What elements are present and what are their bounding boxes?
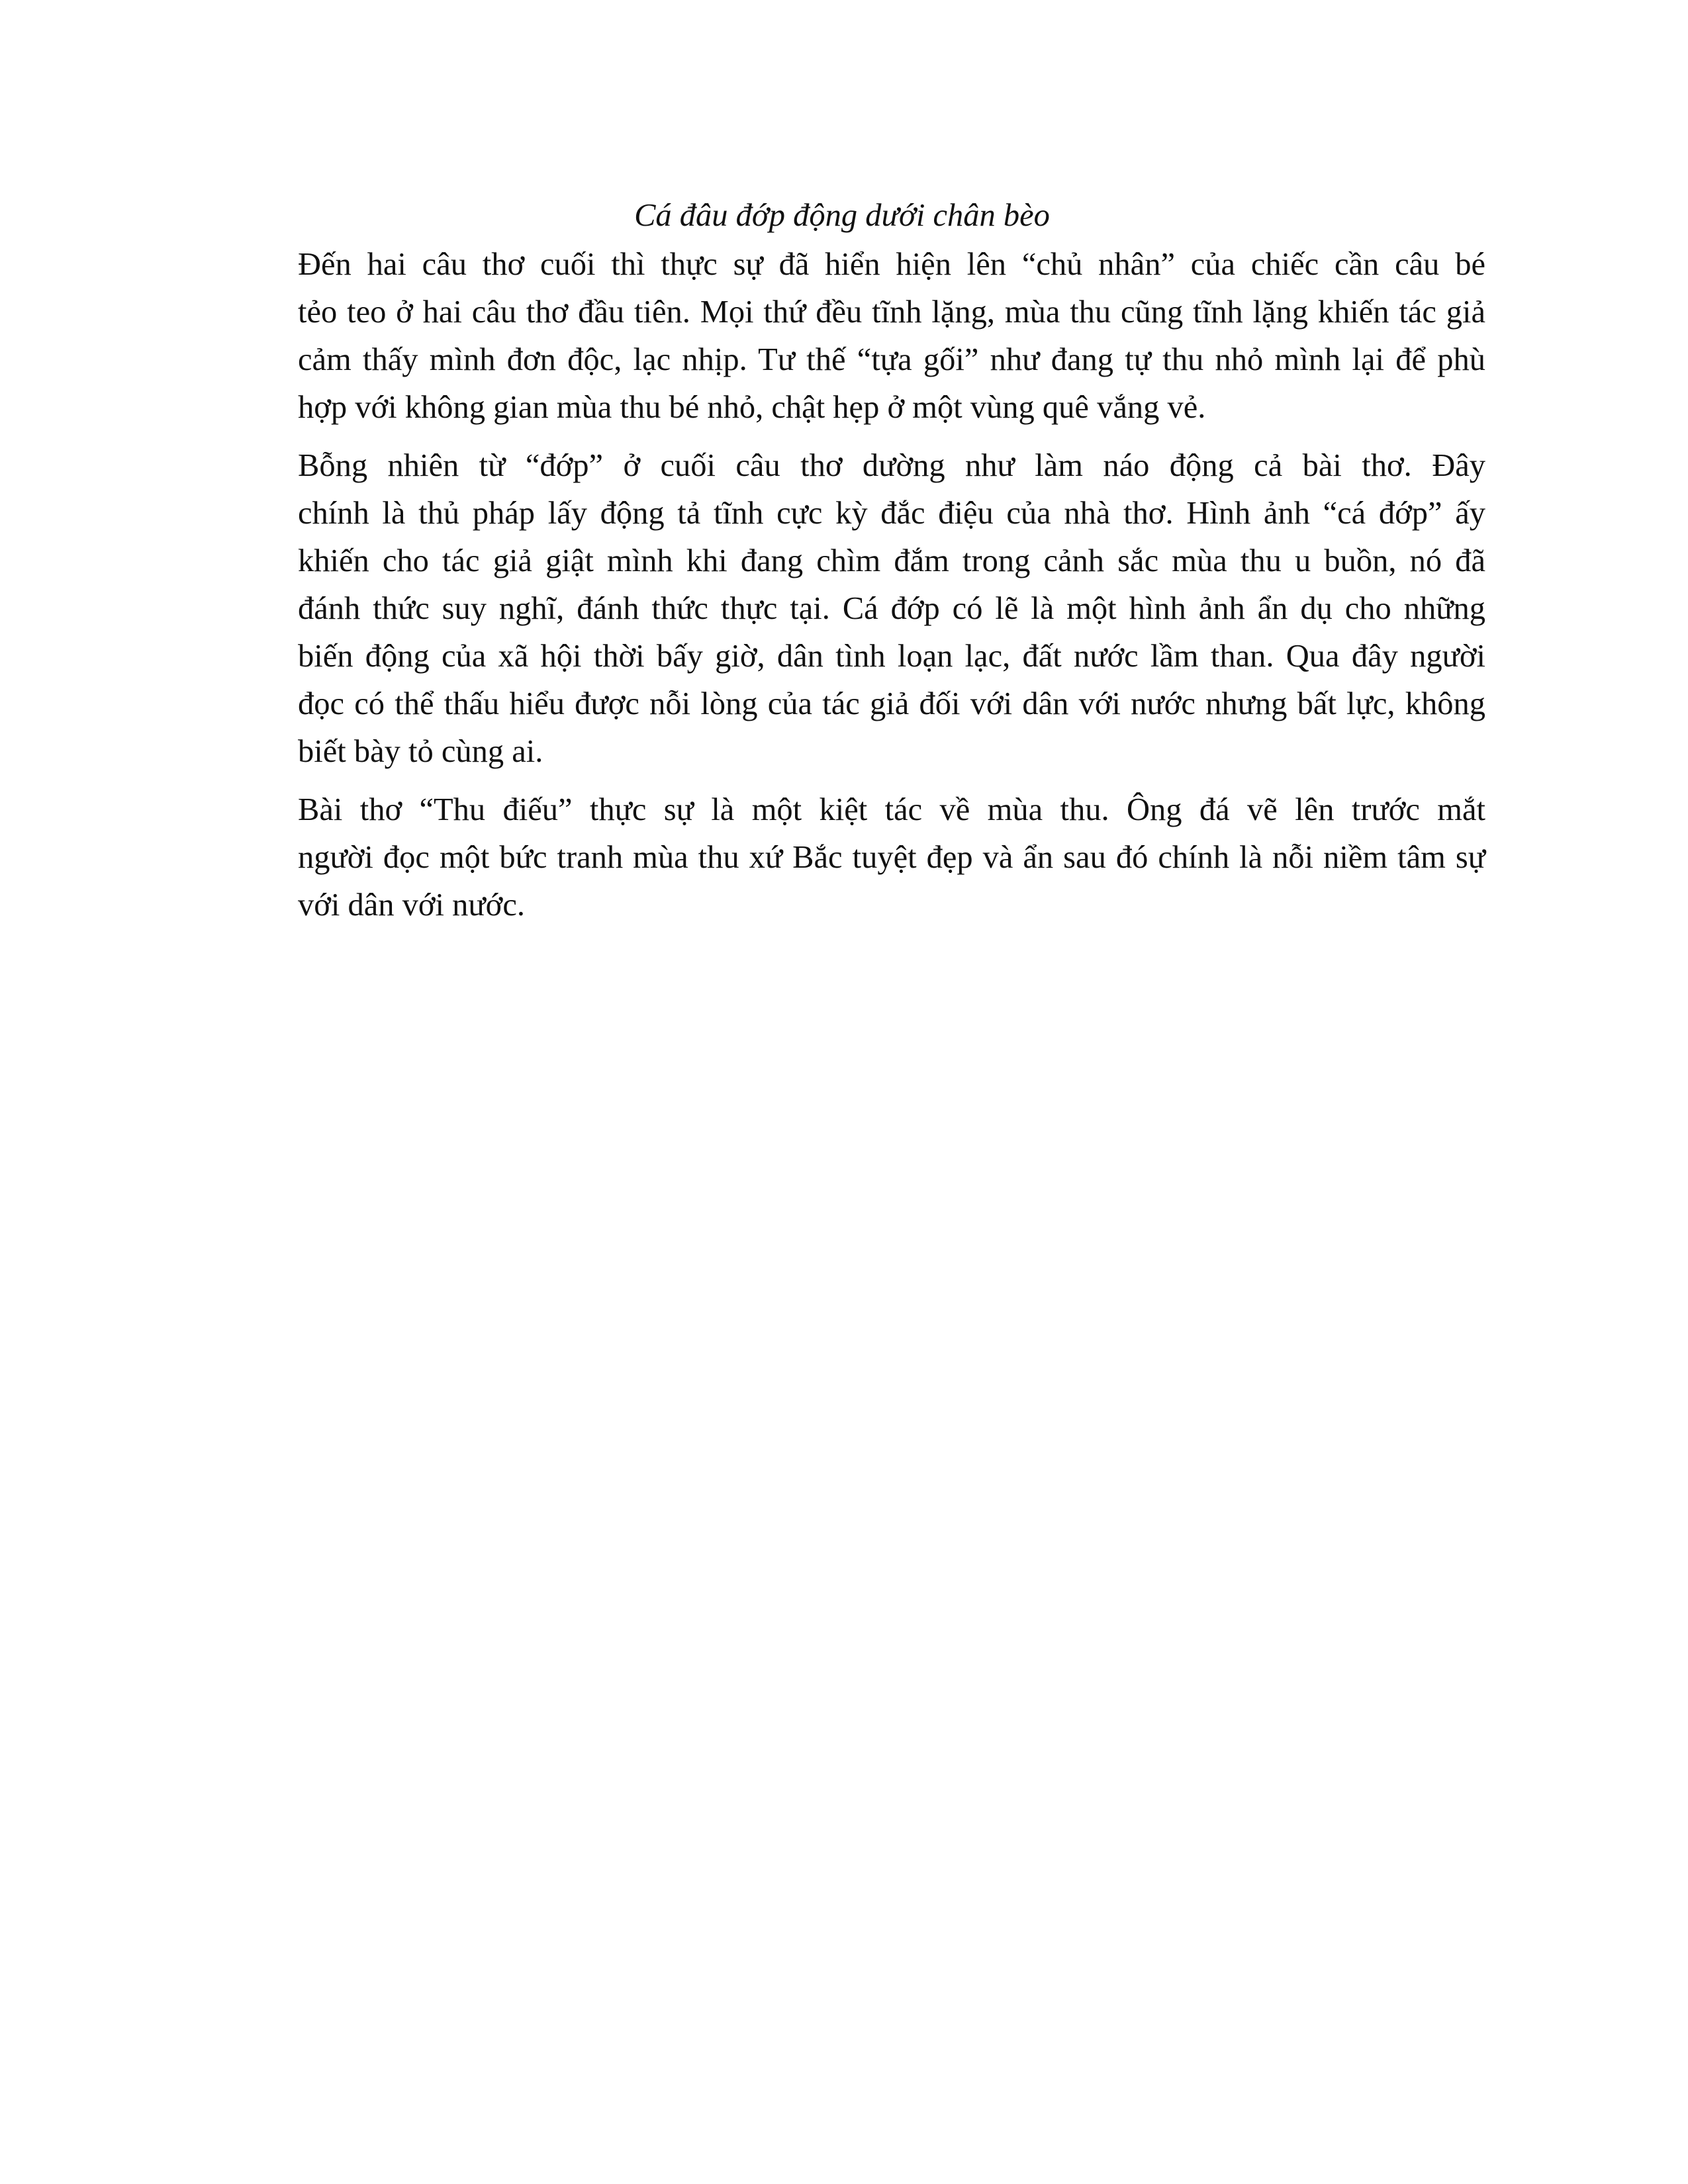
paragraph-3 [199,786,1485,929]
paragraph-line: người đọc một bức tranh mùa thu xứ Bắc tuyệt đẹp và ẩn sau đó chính là nỗi niềm tâm sự [298,840,1485,875]
paragraph-line: khiến cho tác giả giật mình khi đang chìm đắm trong cảnh sắc mùa thu u buồn, nó đã [298,543,1485,578]
paragraph-line: hợp với không gian mùa thu bé nhỏ, chật hẹp ở một vùng quê vắng vẻ. [298,390,1206,425]
paragraph-2 [199,442,1485,776]
paragraph-line: biến động của xã hội thời bấy giờ, dân tình loạn lạc, đất nước lầm than. Qua đây người [298,639,1485,674]
paragraph-line: biết bày tỏ cùng ai. [298,734,543,769]
paragraph-line: Đến hai câu thơ cuối thì thực sự đã hiển hiện lên “chủ nhân” của chiếc cần câu bé [298,247,1485,282]
paragraph-line: với dân với nước. [298,887,525,923]
paragraph-line: cảm thấy mình đơn độc, lạc nhịp. Tư thế “tựa gối” như đang tự thu nhỏ mình lại để phù [298,342,1485,377]
poem-verse-line: Cá đâu đớp động dưới chân bèo [634,198,1050,233]
paragraph-line: tẻo teo ở hai câu thơ đầu tiên. Mọi thứ đều tĩnh lặng, mùa thu cũng tĩnh lặng khiến tác giả [298,295,1485,330]
document-page [199,192,1485,940]
paragraph-line: đọc có thể thấu hiểu được nỗi lòng của tác giả đối với dân với nước nhưng bất lực, không [298,686,1485,721]
paragraph-line: chính là thủ pháp lấy động tả tĩnh cực kỳ đắc điệu của nhà thơ. Hình ảnh “cá đớp” ấy [298,496,1485,531]
paragraph-line: Bài thơ “Thu điếu” thực sự là một kiệt tác về mùa thu. Ông đá vẽ lên trước mắt [298,792,1485,827]
paragraph-1 [199,241,1485,432]
paragraph-line: đánh thức suy nghĩ, đánh thức thực tại. Cá đớp có lẽ là một hình ảnh ẩn dụ cho những [298,591,1485,626]
paragraph-line: Bỗng nhiên từ “đớp” ở cuối câu thơ dường như làm náo động cả bài thơ. Đây [298,448,1485,483]
